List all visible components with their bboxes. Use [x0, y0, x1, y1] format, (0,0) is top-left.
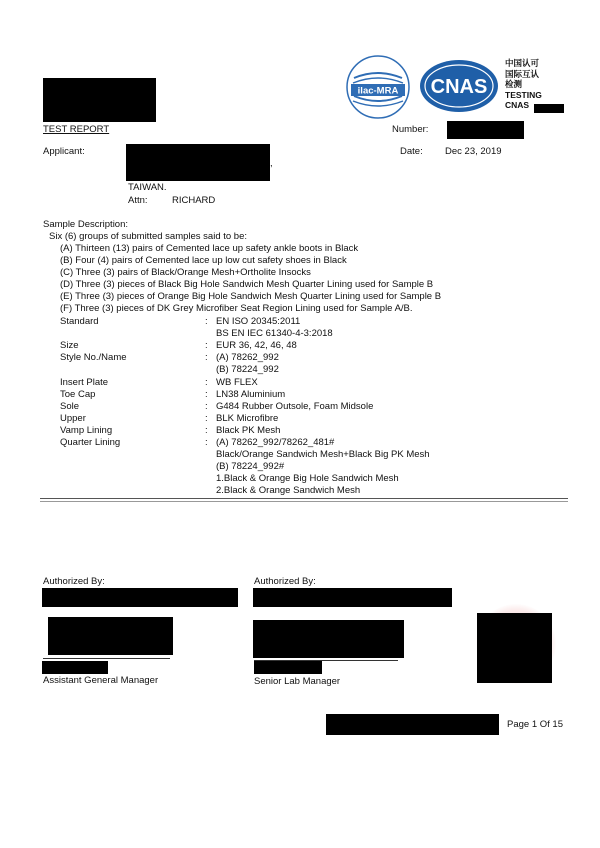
spec-label-size: Size — [60, 340, 79, 351]
cnas-line: TESTING — [505, 89, 542, 100]
sample-heading: Sample Description: — [43, 219, 129, 230]
signer-title-left: Assistant General Manager — [43, 675, 159, 686]
spec-value: Black/Orange Sandwich Mesh+Black Big PK Mesh — [216, 449, 430, 460]
cnas-line: CNAS — [505, 100, 530, 110]
signer-title-right: Senior Lab Manager — [254, 676, 341, 687]
spec-colon: : — [205, 437, 208, 448]
page-number: Page 1 Of 15 — [507, 719, 563, 730]
spec-value: BS EN IEC 61340-4-3:2018 — [216, 328, 333, 339]
spec-colon: : — [205, 352, 208, 363]
ilac-logo-text: ilac-MRA — [357, 85, 399, 97]
section-divider — [40, 498, 568, 499]
spec-value: BLK Microfibre — [216, 413, 279, 424]
redacted-footer — [326, 714, 499, 735]
date-value: Dec 23, 2019 — [445, 146, 502, 157]
attn-label: Attn: — [128, 195, 148, 206]
redacted-company-left — [42, 588, 238, 607]
spec-value: Black PK Mesh — [216, 425, 281, 436]
spec-colon: : — [205, 425, 208, 436]
spec-value: (A) 78262_992/78262_481# — [216, 437, 335, 448]
redacted-company-right — [253, 588, 452, 607]
sample-item: (E) Three (3) pieces of Orange Big Hole Sandwich Mesh Quarter Lining used for Sample B — [60, 291, 442, 302]
applicant-label: Applicant: — [43, 146, 85, 157]
section-divider — [40, 501, 568, 502]
cnas-line: 检测 — [505, 79, 523, 89]
spec-label-standard: Standard — [60, 316, 99, 327]
sample-item: (A) Thirteen (13) pairs of Cemented lace up safety ankle boots in Black — [60, 243, 359, 254]
redacted-cnas-number — [534, 104, 564, 113]
redacted-report-number — [447, 121, 524, 139]
spec-value: LN38 Aluminium — [216, 389, 286, 400]
sample-item: (B) Four (4) pairs of Cemented lace up low cut safety shoes in Black — [60, 255, 347, 266]
redacted-signature-left — [48, 617, 173, 655]
sample-item: (C) Three (3) pairs of Black/Orange Mesh+Ortholite Insocks — [60, 267, 311, 278]
spec-label-upper: Upper — [60, 413, 86, 424]
spec-value: G484 Rubber Outsole, Foam Midsole — [216, 401, 374, 412]
spec-colon: : — [205, 401, 208, 412]
spec-colon: : — [205, 316, 208, 327]
spec-value: 2.Black & Orange Sandwich Mesh — [216, 485, 361, 496]
spec-value: (A) 78262_992 — [216, 352, 279, 363]
spec-value: 1.Black & Orange Big Hole Sandwich Mesh — [216, 473, 399, 484]
cnas-line: 国际互认 — [505, 68, 540, 79]
redacted-company-logo — [43, 78, 156, 122]
spec-value: WB FLEX — [216, 377, 258, 388]
cnas-logo-text: CNAS — [430, 76, 488, 98]
redacted-name-left — [42, 661, 108, 674]
authorized-by-left: Authorized By: — [43, 576, 105, 587]
spec-colon: : — [205, 413, 208, 424]
redacted-signature-right — [253, 620, 404, 658]
redacted-applicant — [126, 144, 270, 181]
report-title: TEST REPORT — [43, 124, 110, 135]
address-comma: , — [270, 158, 273, 169]
spec-value: (B) 78224_992 — [216, 364, 279, 375]
sample-intro: Six (6) groups of submitted samples said to be: — [49, 231, 248, 242]
attn-value: RICHARD — [172, 195, 216, 206]
spec-colon: : — [205, 340, 208, 351]
authorized-by-right: Authorized By: — [254, 576, 316, 587]
sample-item: (D) Three (3) pieces of Black Big Hole Sandwich Mesh Quarter Lining used for Sample B — [60, 279, 434, 290]
spec-value: EN ISO 20345:2011 — [216, 316, 301, 327]
spec-value: (B) 78224_992# — [216, 461, 285, 472]
number-label: Number: — [392, 124, 429, 135]
applicant-country: TAIWAN. — [128, 182, 167, 193]
cnas-accreditation-text — [505, 58, 542, 111]
sample-item: (F) Three (3) pieces of DK Grey Microfiber Seat Region Lining used for Sample A/B. — [60, 303, 413, 314]
spec-colon: : — [205, 377, 208, 388]
signature-line-left — [43, 658, 170, 659]
cnas-logo — [418, 58, 500, 114]
spec-colon: : — [205, 389, 208, 400]
cnas-line: 中国认可 — [505, 58, 540, 68]
date-label: Date: — [400, 146, 423, 157]
spec-label-vamp-lining: Vamp Lining — [60, 425, 113, 436]
spec-label-sole: Sole — [60, 401, 80, 412]
redacted-name-right — [254, 661, 322, 674]
ilac-mra-logo — [345, 54, 411, 120]
spec-label-insert-plate: Insert Plate — [60, 377, 109, 388]
redacted-seal — [477, 613, 552, 683]
spec-label-quarter-lining: Quarter Lining — [60, 437, 121, 448]
spec-label-style: Style No./Name — [60, 352, 127, 363]
spec-value: EUR 36, 42, 46, 48 — [216, 340, 297, 351]
spec-label-toe-cap: Toe Cap — [60, 389, 96, 400]
